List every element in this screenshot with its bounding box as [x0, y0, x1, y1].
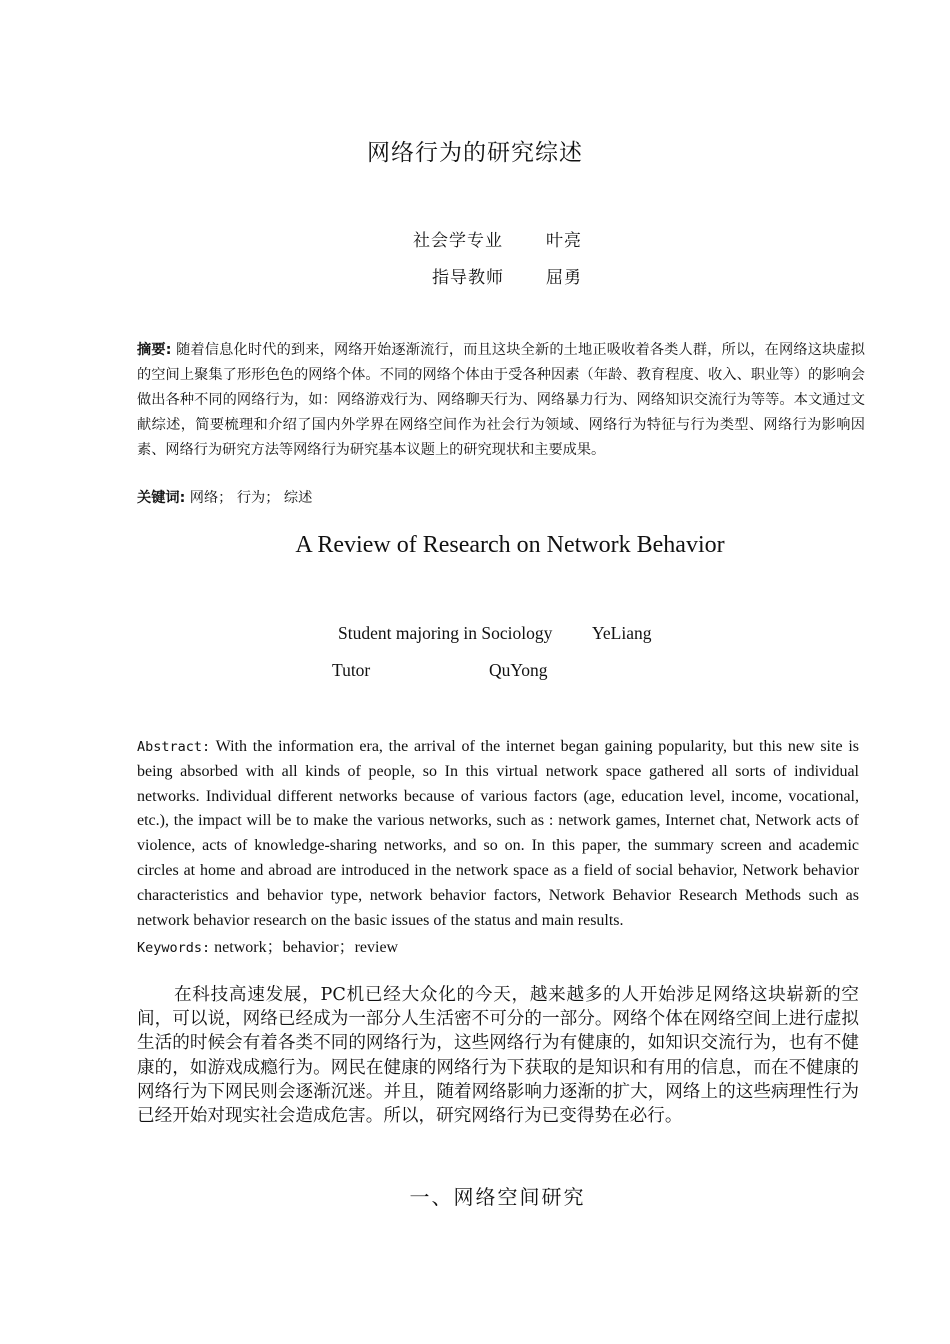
keywords-en: [137, 934, 398, 957]
abstract-en: [137, 735, 859, 933]
keywords-text-en: network；behavior；review: [214, 939, 399, 956]
tutor-name-en: QuYong: [489, 660, 548, 680]
intro-paragraph: 在科技高速发展，PC机已经大众化的今天，越来越多的人开始涉足网络这块崭新的空间，可以说，网络已经成为一部分人生活密不可分的一部分。网络个体在网络空间上进行虚拟生活的时候会有着各类不同的网络行为，这些网络行为有健康的，如知识交流行为，也有不健康的，如游戏成瘾行为。网民在健康的网络行为下获取的是知识和有用的信息，而在不健康的网络行为下网民则会逐渐沉迷。并且，随着网络影响力逐渐的扩大，网络上的这些病理性行为已经开始对现实社会造成危害。所以，研究网络行为已变得势在必行。: [137, 985, 859, 1127]
abstract-text-en: With the information era, the arrival of the internet began gaining popularity, but this new site is being absorbed with all kinds of people, so In this virtual network space gathered all sorts of individual networks. Individual different networks because of various factors (age, education level, income, vocational, etc.), the impact will be to make the various networks, such as : network games, Internet chat, Network acts of violence, acts of knowledge-sharing networks, and so on. In this paper, the summary screen and academic circles at home and abroad are introduced in the network space as a field of social behavior, Network behavior characteristics and behavior type, network behavior factors, Network Behavior Research Methods such as network behavior research on the basic issues of the status and main results.: [137, 738, 859, 929]
abstract-text-cn: 随着信息化时代的到来，网络开始逐渐流行，而且这块全新的土地正吸收着各类人群，所以，在网络这块虚拟的空间上聚集了形形色色的网络个体。不同的网络个体由于受各种因素（年龄、教育程度、收入、职业等）的影响会做出各种不同的网络行为，如：网络游戏行为、网络聊天行为、网络暴力行为、网络知识交流行为等等。本文通过文献综述，简要梳理和介绍了国内外学界在网络空间作为社会行为领域、网络行为特征与行为类型、网络行为影响因素、网络行为研究方法等网络行为研究基本议题上的研究现状和主要成果。: [137, 342, 865, 458]
author-name-cn: 叶亮: [546, 231, 582, 251]
keywords-label-en: Keywords:: [137, 940, 211, 956]
student-name-en: YeLiang: [592, 623, 652, 643]
tutor-name-cn: 屈勇: [546, 268, 582, 288]
keywords-cn: [137, 487, 312, 507]
author-major-cn: 社会学专业: [413, 231, 503, 251]
tutor-label-cn: 指导教师: [432, 268, 504, 288]
paper-title-en: A Review of Research on Network Behavior: [295, 532, 725, 558]
keywords-text-cn: 网络； 行为； 综述: [189, 490, 313, 506]
section-heading: 一、网络空间研究: [409, 1185, 586, 1209]
tutor-label-en: Tutor: [332, 660, 371, 680]
abstract-label-en: Abstract:: [137, 739, 211, 755]
student-label-en: Student majoring in Sociology: [338, 623, 553, 643]
keywords-label-cn: 关键词:: [137, 490, 186, 506]
abstract-cn: [137, 338, 865, 463]
abstract-label-cn: 摘要:: [137, 342, 172, 358]
paper-title-cn: 网络行为的研究综述: [367, 140, 583, 166]
